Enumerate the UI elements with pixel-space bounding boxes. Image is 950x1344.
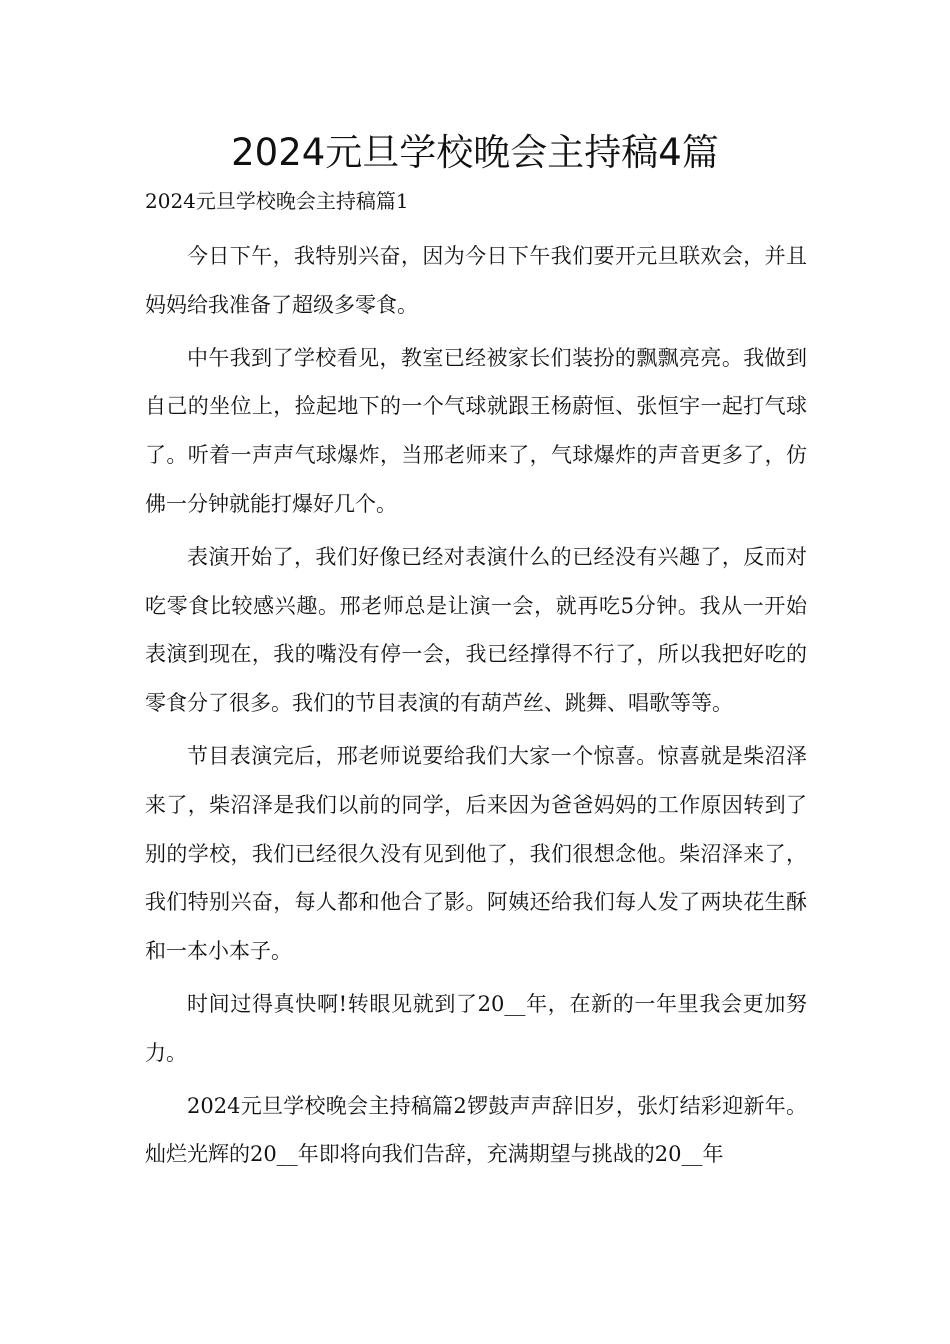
section-heading: 2024元旦学校晚会主持稿篇1 xyxy=(145,189,409,213)
paragraph-1: 今日下午，我特别兴奋，因为今日下午我们要开元旦联欢会，并且妈妈给我准备了超级多零食。 xyxy=(145,244,807,317)
document-title: 2024元旦学校晚会主持稿4篇 xyxy=(231,131,719,174)
paragraph-3: 表演开始了，我们好像已经对表演什么的已经没有兴趣了，反而对吃零食比较感兴趣。邢老师总是让演一会，就再吃5分钟。我从一开始表演到现在，我的嘴没有停一会，我已经撑得不行了，所以我把好吃的零食分了很多。我们的节目表演的有葫芦丝、跳舞、唱歌等等。 xyxy=(145,544,807,716)
paragraph-2: 中午我到了学校看见，教室已经被家长们装扮的飘飘亮亮。我做到自己的坐位上，捡起地下的一个气球就跟王杨蔚恒、张恒宇一起打气球了。听着一声声气球爆炸，当邢老师来了，气球爆炸的声音更多了，仿佛一分钟就能打爆好几个。 xyxy=(145,345,807,516)
document-body xyxy=(145,232,807,1183)
paragraph-5: 时间过得真快啊!转眼见就到了20__年，在新的一年里我会更加努力。 xyxy=(145,991,807,1065)
paragraph-4: 节目表演完后，邢老师说要给我们大家一个惊喜。惊喜就是柴沼泽来了，柴沼泽是我们以前的同学，后来因为爸爸妈妈的工作原因转到了别的学校，我们已经很久没有见到他了，我们很想念他。柴沼泽来了，我们特别兴奋，每人都和他合了影。阿姨还给我们每人发了两块花生酥和一本小本子。 xyxy=(145,743,807,964)
paragraph-6: 2024元旦学校晚会主持稿篇2锣鼓声声辞旧岁，张灯结彩迎新年。灿烂光辉的20__年即将向我们告辞，充满期望与挑战的20__年 xyxy=(145,1093,807,1167)
